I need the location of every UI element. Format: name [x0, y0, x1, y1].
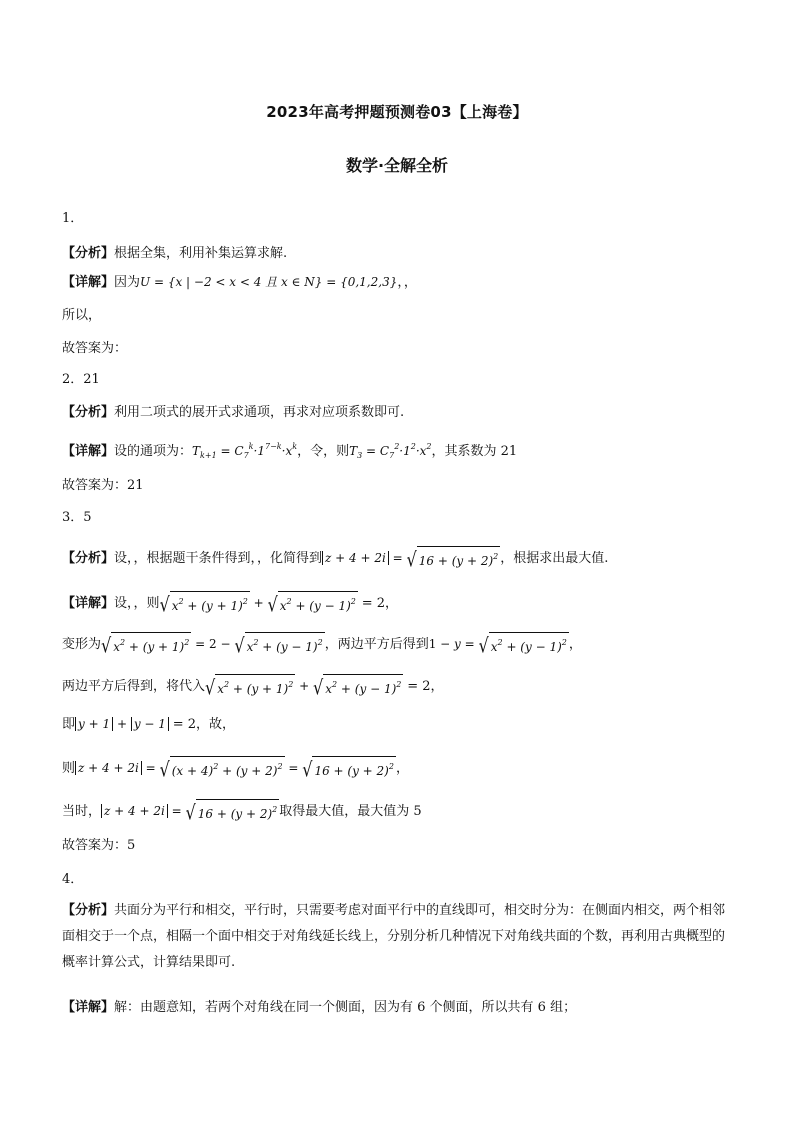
- q2-detail: [62, 437, 517, 466]
- page-subtitle: 数学·全解全析: [345, 156, 449, 175]
- text: 则: [62, 761, 76, 776]
- analysis-text-2: ，根据求出最大值.: [500, 551, 609, 566]
- detail-text: 解：由题意知，若两个对角线在同一个侧面，因为有 6 个侧面，所以共有 6 组；: [114, 1000, 577, 1015]
- q3-line6: [62, 799, 422, 824]
- analysis-tag: 【分析】: [62, 405, 115, 420]
- q2-answer: 故答案为：21: [62, 478, 144, 493]
- detail-text-2: = 2，: [361, 596, 398, 611]
- max-formula: z + 4 + 2i = √ $16 + (y + 2)^2$: [101, 804, 279, 818]
- q1-number: 1．: [62, 211, 84, 226]
- detail-text: 因为: [114, 275, 141, 290]
- detail-tag: 【详解】: [62, 444, 115, 459]
- set-formula: U = {x | −2 < x < 4 且 x ∈ N} = {0,1,2,3}: [140, 275, 398, 289]
- q3-number: 3．5: [62, 510, 92, 525]
- text: 当时，: [62, 804, 102, 819]
- distance-sum-formula: √ $x^2 + (y + 1)^2$ + √ $x^2 + (y - 1)^2$: [159, 592, 356, 617]
- q4-analysis: [62, 898, 732, 976]
- text-3: ，: [568, 637, 582, 652]
- analysis-text: 设，，根据题干条件得到，，化简得到: [114, 551, 323, 566]
- q3-analysis: [62, 546, 608, 571]
- q4-detail: [62, 998, 576, 1018]
- q2-number: 2．21: [62, 372, 100, 387]
- q4-number: 4．: [62, 872, 84, 887]
- detail-text-2: ，令，则: [297, 444, 350, 459]
- analysis-text: 利用二项式的展开式求通项，再求对应项系数即可.: [114, 405, 405, 420]
- analysis-tag: 【分析】: [62, 551, 115, 566]
- substitution-formula: √ $x^2 + (y + 1)^2$ + √ $x^2 + (y - 1)^2$: [205, 675, 402, 700]
- q1-analysis: [62, 244, 287, 264]
- modulus-formula: z + 4 + 2i = √ $16 + (y + 2)^2$: [322, 551, 500, 565]
- q3-detail: [62, 591, 398, 616]
- detail-suffix: ，，: [397, 275, 417, 290]
- text: 即: [62, 717, 76, 732]
- transform-formula: √ $x^2 + (y + 1)^2 = 2$ − √ $x^2 + (y - 1)^2$: [101, 633, 323, 658]
- term-formula: $T_3 = C_7^2\cdot 1^2\cdot x^2$: [349, 442, 432, 460]
- analysis-tag: 【分析】: [62, 903, 115, 918]
- text-2: 取得最大值，最大值为 5: [279, 804, 422, 819]
- q1-line3: 所以，: [62, 308, 102, 323]
- detail-tag: 【详解】: [62, 1000, 115, 1015]
- analysis-text: 共面分为平行和相交，平行时，只需要考虑对面平行中的直线即可，相交时分为：在侧面内相交，两个相邻面相交于一个点，相隔一个面中相交于对角线延长线上，分别分析几种情况下对角线共面的个数，再利用古典概型的概率计算公式，计算结果即可.: [62, 903, 726, 970]
- q1-detail: [62, 272, 417, 293]
- q3-line5: [62, 756, 409, 781]
- analysis-text: 根据全集，利用补集运算求解.: [114, 246, 288, 261]
- text: 变形为: [62, 637, 102, 652]
- q1-answer: 故答案为：: [62, 341, 128, 356]
- detail-tag: 【详解】: [62, 596, 115, 611]
- q2-analysis: [62, 403, 404, 423]
- detail-text-3: ，其系数为 21: [431, 444, 518, 459]
- text-2: ，: [395, 761, 409, 776]
- text-2: ，两边平方后得到: [324, 637, 429, 652]
- modulus-expansion-formula: z + 4 + 2i = √ $(x + 4)^2 + (y + 2)^2$ = √ $16 + (y + 2)^2$: [75, 761, 396, 775]
- square-result-formula: 1 − y = √ $x^2 + (y - 1)^2$: [428, 633, 567, 658]
- abs-sum-formula: y + 1 + y − 1: [75, 717, 173, 731]
- q3-line3: [62, 674, 443, 699]
- text: 两边平方后得到，将代入: [62, 679, 206, 694]
- detail-text: 设，，则: [114, 596, 160, 611]
- text-2: = 2，: [407, 679, 444, 694]
- analysis-tag: 【分析】: [62, 246, 115, 261]
- detail-text: 设的通项为：: [114, 444, 193, 459]
- detail-tag: 【详解】: [62, 275, 115, 290]
- page-title: 2023年高考押题预测卷03【上海卷】: [266, 103, 528, 121]
- general-term-formula: $T_{k+1} = C_7^k\cdot 1^{7-k}\cdot x^k$: [192, 442, 298, 460]
- q3-line2: [62, 632, 582, 657]
- q3-line4: [62, 714, 235, 735]
- q3-answer: 故答案为：5: [62, 838, 136, 853]
- text-2: = 2，故，: [172, 717, 236, 732]
